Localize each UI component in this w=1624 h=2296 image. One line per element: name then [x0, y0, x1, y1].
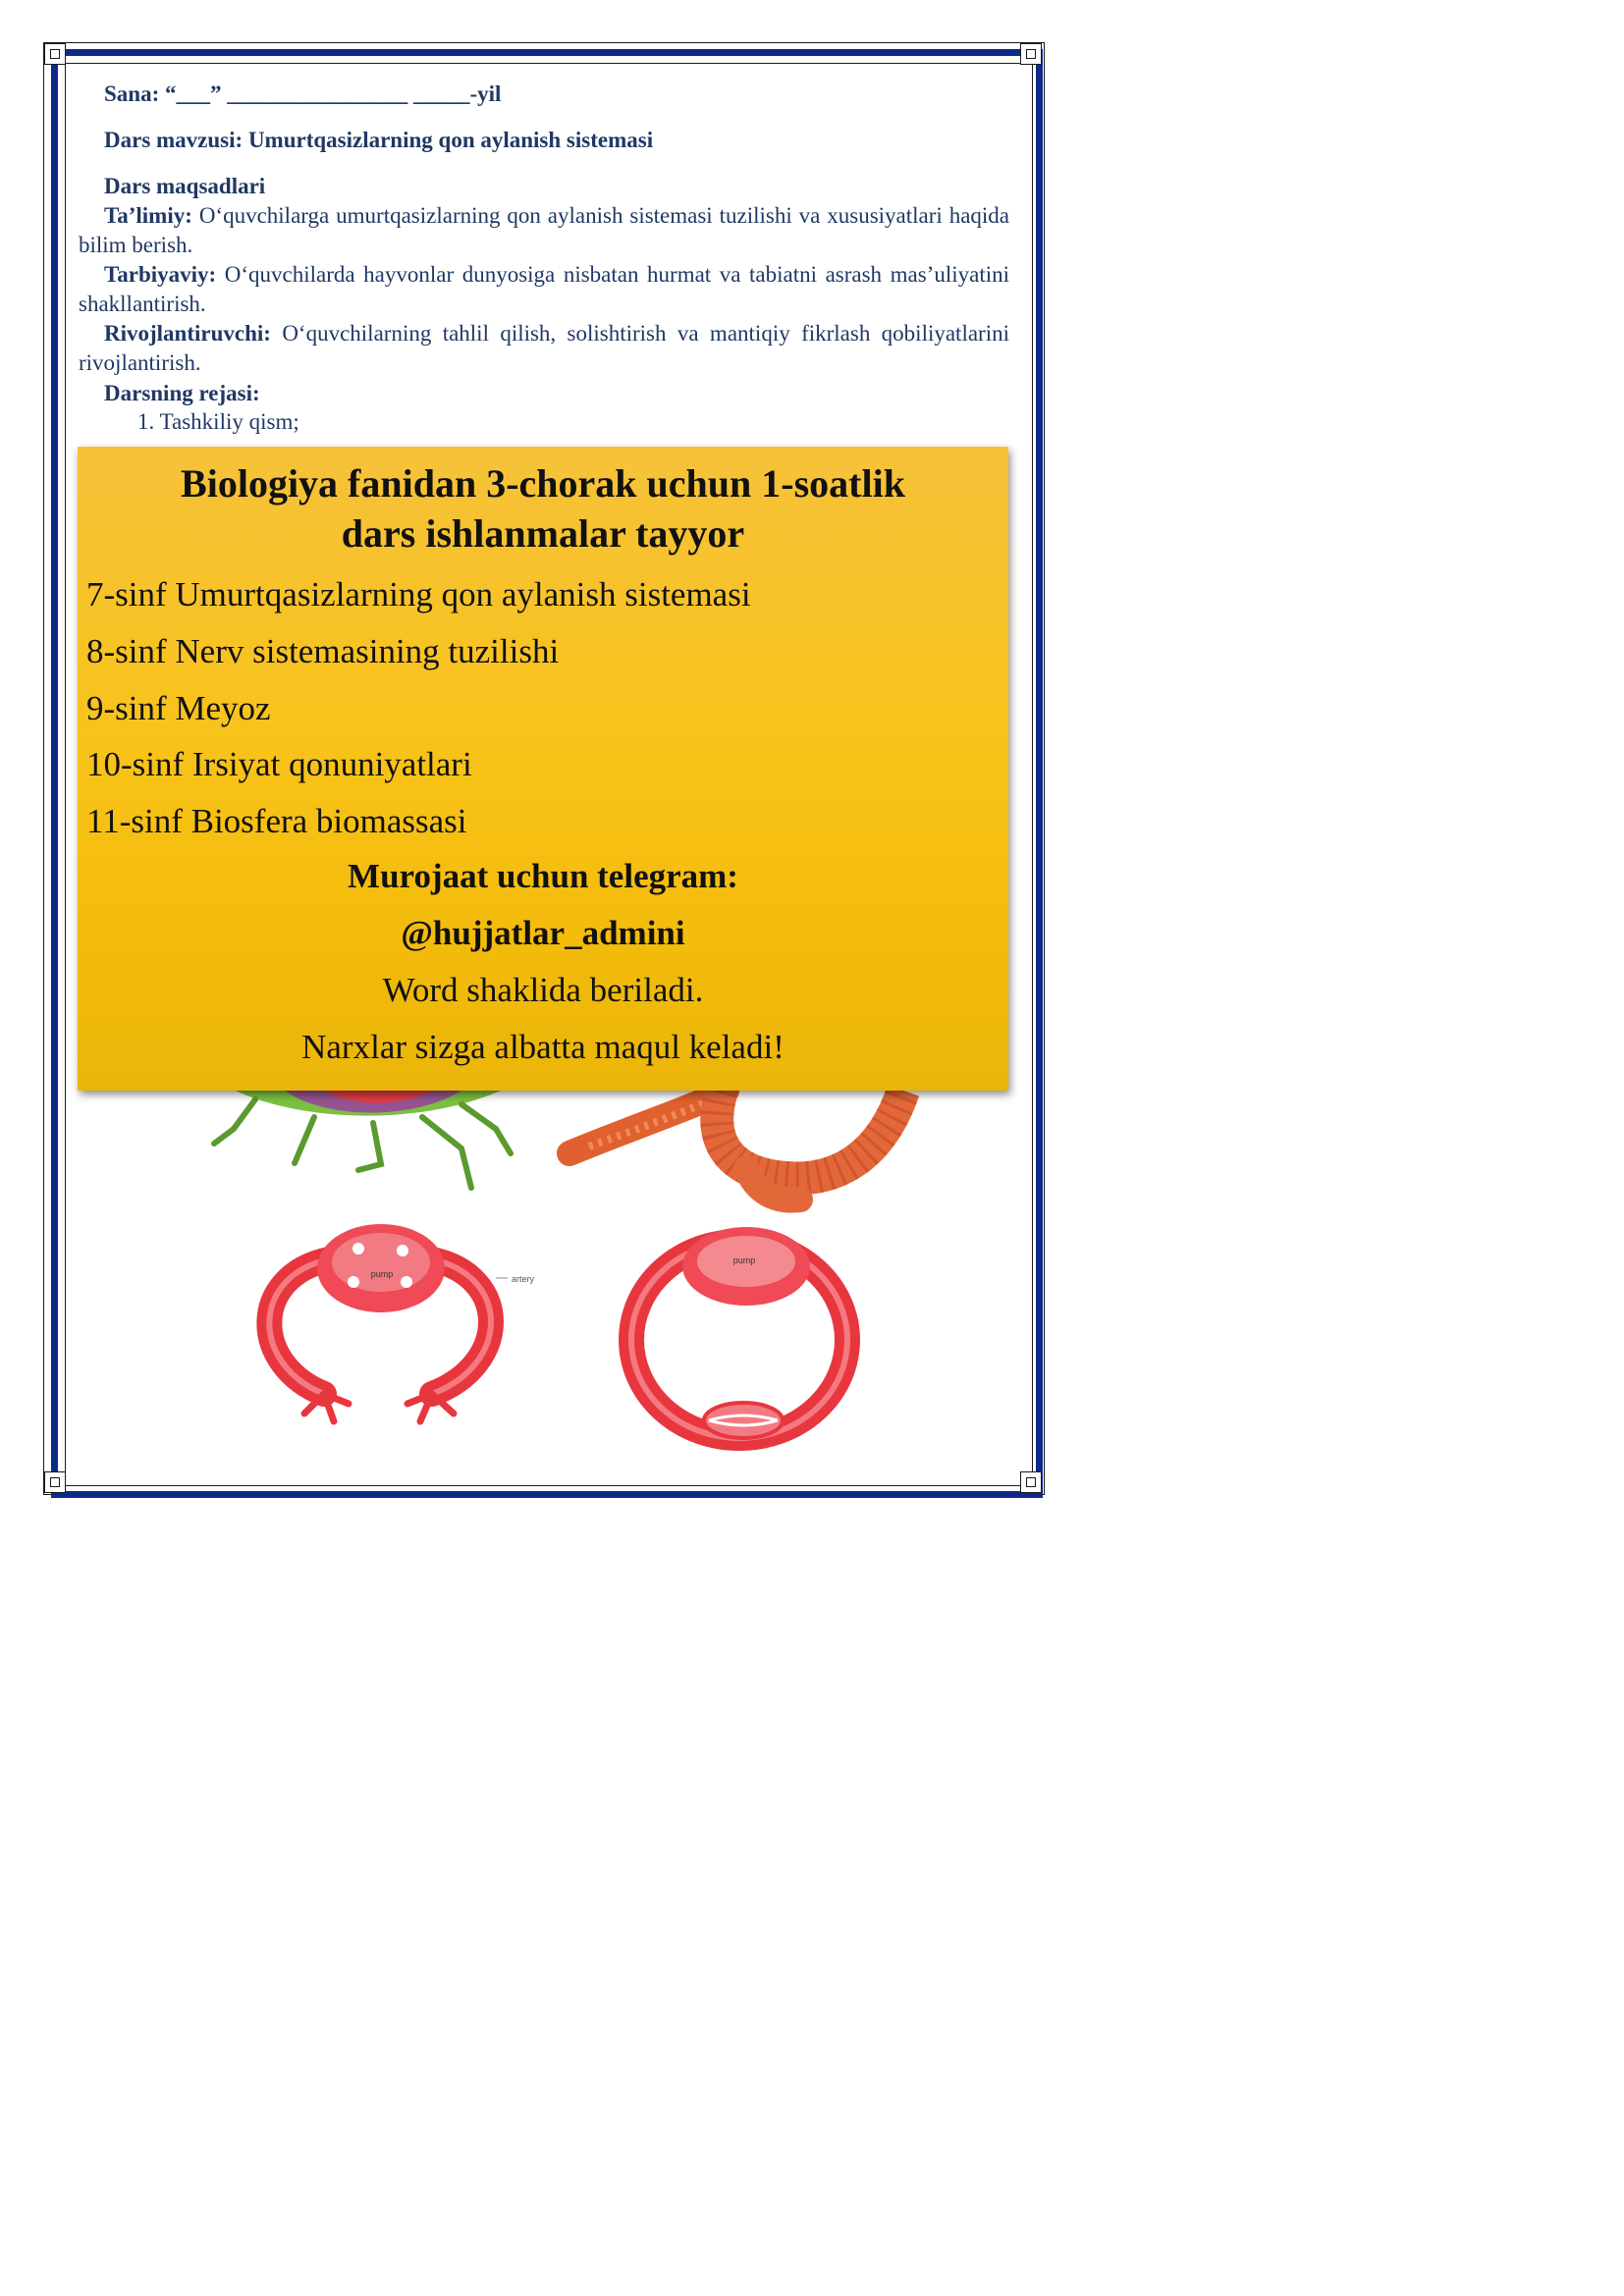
plan-item: 1. Tashkiliy qism; — [137, 409, 299, 434]
objective-text: O‘quvchilarga umurtqasizlarning qon aylanish sistemasi tuzilishi va xususiyatlari haqida bilim berish. — [79, 203, 1010, 257]
date-line: Sana: “___” ________________ _____-yil — [104, 81, 502, 106]
ad-contact-label: Murojaat uchun telegram: — [348, 857, 738, 895]
topic-label: Dars mavzusi: — [104, 128, 244, 152]
ad-list-item: 9-sinf Meyoz — [86, 689, 271, 727]
ad-title-line-2: dars ishlanmalar tayyor — [341, 511, 745, 556]
ad-list-item: 10-sinf Irsiyat qonuniyatlari — [86, 745, 472, 783]
advertisement-banner — [78, 447, 1008, 1091]
objective-text: O‘quvchilarning tahlil qilish, solishtirish va mantiqiy fikrlash qobiliyatlarini rivojlantirish. — [79, 321, 1009, 375]
document-page — [0, 0, 1084, 1532]
objectives-heading: Dars maqsadlari — [104, 174, 266, 198]
earthworm-illustration — [569, 1091, 903, 1201]
plan-heading: Darsning rejasi: — [104, 381, 260, 405]
objective-label: Rivojlantiruvchi: — [104, 321, 271, 346]
artery-label: artery — [512, 1274, 535, 1284]
ad-note-format: Word shaklida beriladi. — [382, 971, 704, 1009]
pump-label: pump — [732, 1255, 756, 1265]
ad-list-item: 8-sinf Nerv sistemasining tuzilishi — [86, 632, 560, 670]
objective-label: Ta’limiy: — [104, 203, 192, 228]
objective-label: Tarbiyaviy: — [104, 262, 217, 287]
open-circulation-diagram — [269, 1224, 534, 1421]
objective-text: O‘quvchilarda hayvonlar dunyosiga nisbatan hurmat va tabiatni asrash mas’uliyatini shakllantirish. — [79, 262, 1009, 316]
topic-value: Umurtqasizlarning qon aylanish sistemasi — [247, 128, 654, 152]
ad-list-item: 11-sinf Biosfera biomassasi — [86, 802, 467, 840]
insect-illustration — [214, 1091, 511, 1188]
ad-note-prices: Narxlar sizga albatta maqul keladi! — [301, 1028, 785, 1066]
ad-list-item: 7-sinf Umurtqasizlarning qon aylanish sistemasi — [86, 575, 751, 614]
ad-telegram-handle[interactable]: @hujjatlar_admini — [401, 914, 685, 952]
ad-title-line-1: Biologiya fanidan 3-chorak uchun 1-soatlik — [181, 461, 905, 506]
closed-circulation-diagram — [631, 1227, 847, 1438]
pump-label: pump — [370, 1269, 394, 1279]
